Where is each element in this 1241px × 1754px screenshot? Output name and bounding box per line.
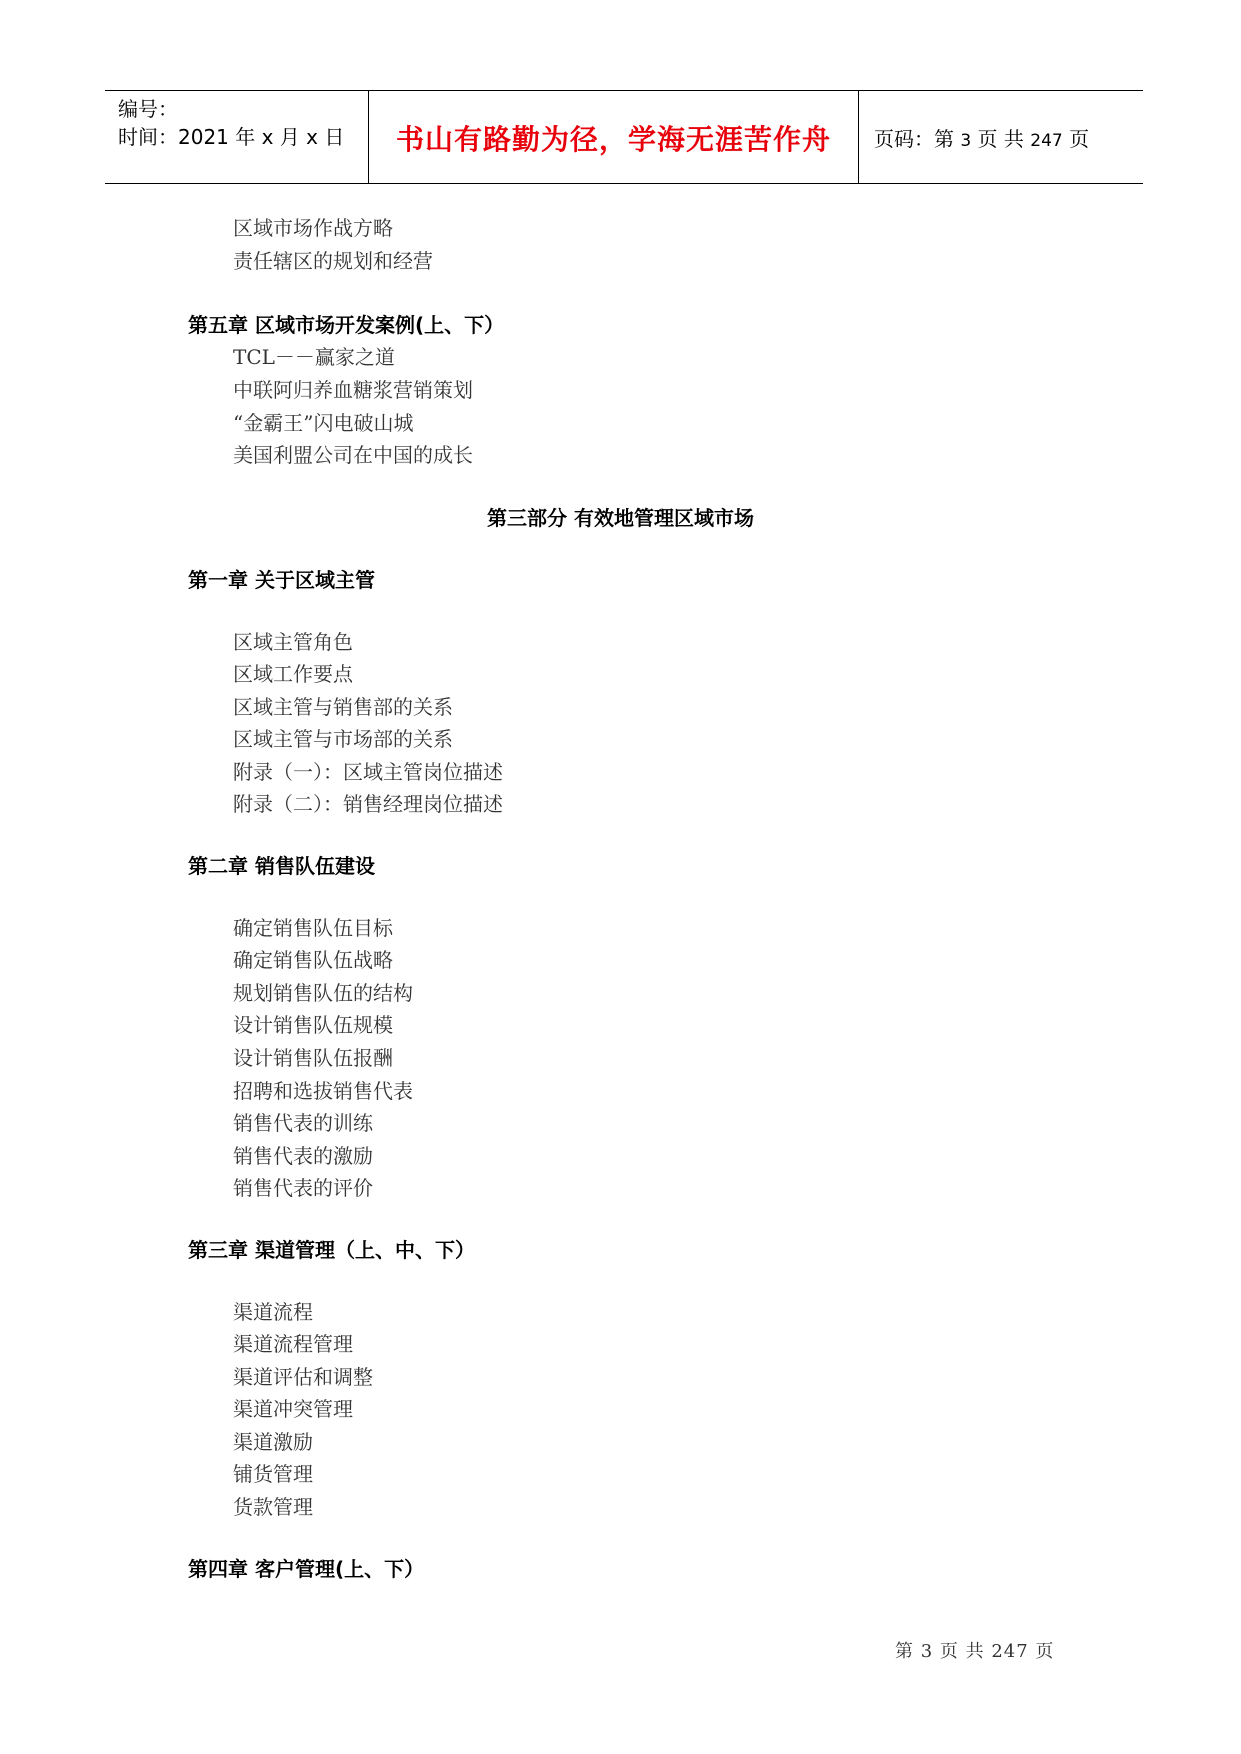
page-header — [105, 90, 1143, 184]
list-item: 铺货管理 — [233, 1462, 313, 1486]
page-current: 3 — [960, 131, 972, 151]
header-center-cell — [368, 91, 859, 183]
chapter-title: 第五章 区域市场开发案例(上、下） — [188, 313, 505, 337]
list-item: TCL－－赢家之道 — [233, 345, 395, 369]
list-item: 销售代表的训练 — [233, 1111, 373, 1135]
part-title: 第三部分 有效地管理区域市场 — [487, 506, 754, 530]
list-item: 美国利盟公司在中国的成长 — [233, 443, 473, 467]
list-item: 设计销售队伍报酬 — [233, 1046, 393, 1070]
list-item: “金霸王”闪电破山城 — [233, 411, 414, 435]
list-item: 中联阿归养血糖浆营销策划 — [233, 378, 473, 402]
list-item: 确定销售队伍战略 — [233, 948, 393, 972]
page-suffix: 页 — [1062, 127, 1090, 151]
header-left-cell — [105, 91, 368, 183]
list-item: 渠道流程 — [233, 1300, 313, 1324]
page-prefix: 页码：第 — [874, 127, 961, 151]
list-item: 区域主管角色 — [233, 630, 353, 654]
list-item: 渠道评估和调整 — [233, 1365, 373, 1389]
header-right-cell — [858, 91, 1143, 183]
list-item: 确定销售队伍目标 — [233, 916, 393, 940]
list-item: 招聘和选拔销售代表 — [233, 1079, 413, 1103]
list-item: 区域主管与市场部的关系 — [233, 727, 453, 751]
list-item: 区域市场作战方略 — [233, 216, 393, 240]
chapter-title: 第三章 渠道管理（上、中、下） — [188, 1238, 475, 1262]
list-item: 渠道激励 — [233, 1430, 313, 1454]
list-item: 渠道流程管理 — [233, 1332, 353, 1356]
chapter-title: 第一章 关于区域主管 — [188, 568, 375, 592]
list-item: 区域工作要点 — [233, 662, 353, 686]
list-item: 销售代表的激励 — [233, 1144, 373, 1168]
page-mid: 页 共 — [971, 127, 1031, 151]
document-time-label: 时间：2021 年 x 月 x 日 — [118, 125, 345, 149]
chapter-title: 第二章 销售队伍建设 — [188, 854, 375, 878]
list-item: 设计销售队伍规模 — [233, 1013, 393, 1037]
list-item: 责任辖区的规划和经营 — [233, 249, 433, 273]
list-item: 销售代表的评价 — [233, 1176, 373, 1200]
list-item: 附录（二）：销售经理岗位描述 — [233, 792, 503, 816]
list-item: 渠道冲突管理 — [233, 1397, 353, 1421]
header-motto: 书山有路勤为径，学海无涯苦作舟 — [395, 123, 831, 156]
list-item: 区域主管与销售部的关系 — [233, 695, 453, 719]
page-total: 247 — [1030, 131, 1063, 151]
chapter-title: 第四章 客户管理(上、下） — [188, 1557, 425, 1581]
document-number-label: 编号： — [118, 97, 178, 121]
list-item: 规划销售队伍的结构 — [233, 981, 413, 1005]
header-page-indicator — [874, 123, 1089, 152]
list-item: 货款管理 — [233, 1495, 313, 1519]
list-item: 附录（一）：区域主管岗位描述 — [233, 760, 503, 784]
page-footer: 第 3 页 共 247 页 — [895, 1641, 1055, 1662]
